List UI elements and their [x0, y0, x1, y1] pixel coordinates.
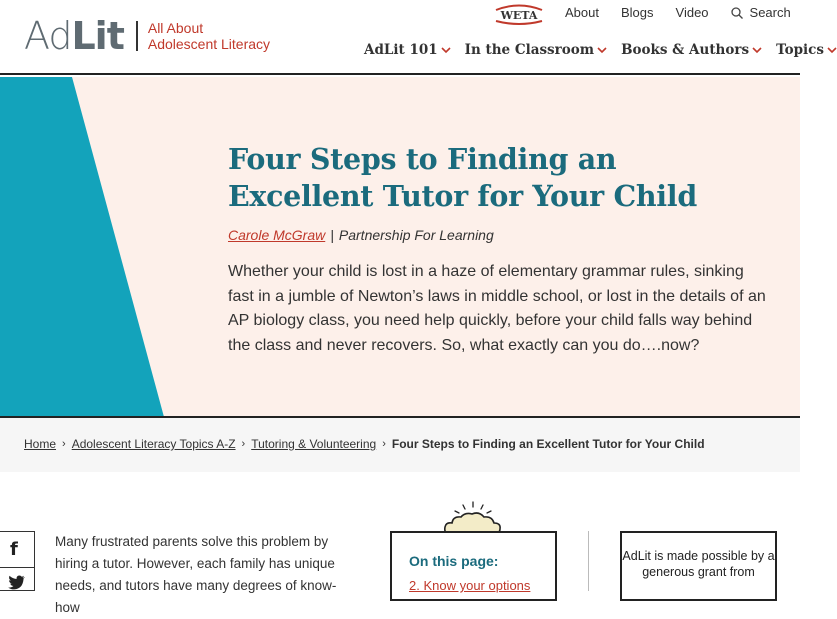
- social-share-bar: [0, 531, 35, 591]
- social-divider: [0, 567, 34, 568]
- nav-adlit101-label: AdLit 101: [364, 42, 438, 58]
- toc-title: On this page:: [409, 553, 499, 569]
- nav-books-authors[interactable]: [621, 42, 762, 58]
- main-nav: [364, 42, 837, 58]
- nav-books-authors-label: Books & Authors: [621, 42, 750, 58]
- sponsor-text: AdLit is made possible by a generous grant from: [622, 549, 775, 579]
- weta-logo[interactable]: [492, 4, 546, 24]
- chevron-down-icon: [827, 47, 837, 54]
- article-source: Partnership For Learning: [338, 227, 494, 243]
- logo-divider: [136, 21, 138, 51]
- nav-topics[interactable]: [776, 42, 837, 58]
- article-title: Four Steps to Finding an Excellent Tutor for Your Child: [228, 142, 697, 213]
- nav-video-link[interactable]: Video: [675, 5, 709, 20]
- author-link[interactable]: Carole McGraw: [228, 227, 326, 243]
- breadcrumb-topics-az[interactable]: Adolescent Literacy Topics A-Z: [71, 437, 236, 451]
- article-body-paragraph: Many frustrated parents solve this problem by hiring a tutor. However, each family has unique needs, and tutors have many degrees of know-how: [55, 534, 337, 615]
- nav-about-link[interactable]: About: [565, 5, 599, 20]
- site-tagline: [148, 20, 270, 52]
- logo-ad-text: Ad: [24, 14, 72, 58]
- nav-in-the-classroom-label: In the Classroom: [464, 42, 595, 58]
- hero-teal-shape: [0, 77, 170, 417]
- on-this-page-box: [390, 531, 557, 601]
- search-button[interactable]: [731, 5, 813, 20]
- search-icon: [731, 7, 743, 19]
- nav-adlit101[interactable]: [364, 42, 451, 58]
- toc-link[interactable]: 2. Know your options: [409, 578, 531, 593]
- chevron-down-icon: [597, 47, 607, 54]
- article-byline: [228, 227, 494, 243]
- tagline-line2: Adolescent Literacy: [147, 36, 271, 52]
- search-label: Search: [749, 5, 791, 20]
- twitter-icon[interactable]: [8, 575, 26, 590]
- breadcrumb-home[interactable]: Home: [24, 437, 57, 451]
- chevron-right-icon: ›: [62, 438, 66, 450]
- article-hero: [0, 77, 800, 417]
- chevron-down-icon: [752, 47, 762, 54]
- column-divider: [588, 531, 589, 591]
- nav-topics-label: Topics: [776, 42, 824, 58]
- site-header: [0, 0, 824, 75]
- breadcrumb-tutoring[interactable]: Tutoring & Volunteering: [251, 437, 377, 451]
- sponsor-box: [620, 531, 777, 601]
- site-logo[interactable]: [24, 14, 270, 58]
- weta-logo-text: WETA: [500, 9, 538, 22]
- tagline-line1: All About: [147, 20, 204, 36]
- breadcrumb: [24, 437, 705, 451]
- breadcrumb-current: Four Steps to Finding an Excellent Tutor for Your Child: [391, 437, 705, 451]
- chevron-right-icon: ›: [382, 438, 386, 450]
- logo-lit-text: Lit: [71, 14, 124, 58]
- nav-in-the-classroom[interactable]: [465, 42, 607, 58]
- byline-separator: |: [330, 227, 334, 243]
- utility-nav: [565, 5, 813, 20]
- article-intro: Whether your child is lost in a haze of elementary grammar rules, sinking fast in a jumble of Newton’s laws in middle school, or lost in the details of an AP biology class, you need help quickly, before your child falls way behind the class and never recovers. So, what exactly can you do….now?: [228, 263, 766, 354]
- chevron-down-icon: [441, 47, 451, 54]
- facebook-icon[interactable]: f: [10, 539, 18, 560]
- nav-blogs-link[interactable]: Blogs: [620, 5, 654, 20]
- chevron-right-icon: ›: [241, 438, 246, 450]
